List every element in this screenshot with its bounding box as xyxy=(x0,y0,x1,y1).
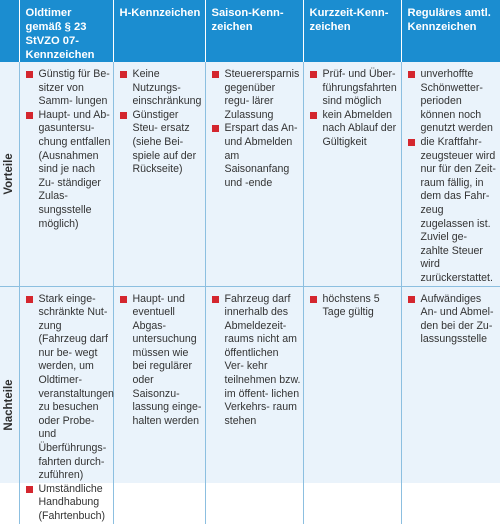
red-square-bullet-icon xyxy=(26,71,33,78)
bullet-list xyxy=(212,68,301,190)
red-square-bullet-icon xyxy=(26,112,33,119)
header-cell: Reguläres amtl. Kennzeichen xyxy=(401,0,500,62)
header-cell: Kurzzeit-Kenn- zeichen xyxy=(303,0,401,62)
header-row xyxy=(0,0,500,62)
list-item xyxy=(26,483,111,524)
list-item-text: Steuerersparnis gegenüber regu- lärer Zulassung xyxy=(224,68,300,121)
row-label: Vorteile xyxy=(3,153,16,195)
list-item xyxy=(212,122,301,190)
bullet-list xyxy=(26,68,111,231)
row-label-cell xyxy=(0,286,19,524)
table-cell xyxy=(19,62,113,286)
table-cell xyxy=(113,62,205,286)
table-cell xyxy=(205,286,303,524)
list-item-text: Haupt- und eventuell Abgas- untersuchung müssen wie bei regulärer oder Saisonzu- lassung einge- halten werden xyxy=(132,292,202,427)
list-item-text: Haupt- und Ab- gasuntersu- chung entfallen (Ausnahmen sind je nach Zu- ständiger Zulas- sungsstelle möglich) xyxy=(38,108,111,230)
red-square-bullet-icon xyxy=(120,71,127,78)
table-row xyxy=(0,62,500,286)
list-item-text: Günstig für Be- sitzer von Samm- lungen xyxy=(38,68,110,108)
red-square-bullet-icon xyxy=(310,71,317,78)
bullet-list xyxy=(212,293,301,429)
list-item xyxy=(408,293,499,347)
red-square-bullet-icon xyxy=(408,71,415,78)
list-item xyxy=(212,68,301,122)
red-square-bullet-icon xyxy=(120,296,127,303)
header-cell: Saison-Kenn- zeichen xyxy=(205,0,303,62)
list-item-text: Erspart das An- und Abmelden am Saisonanfang und -ende xyxy=(224,122,298,189)
list-item-text: Aufwändiges An- und Abmel- den bei der Zu- lassungsstelle xyxy=(420,292,494,346)
red-square-bullet-icon xyxy=(408,139,415,146)
list-item xyxy=(26,109,111,231)
list-item xyxy=(120,293,203,429)
table-cell xyxy=(303,62,401,286)
bullet-list xyxy=(120,293,203,429)
red-square-bullet-icon xyxy=(26,486,33,493)
list-item-text: Günstiger Steu- ersatz (siehe Bei- spiele auf der Rückseite) xyxy=(132,108,197,176)
list-item xyxy=(26,68,111,109)
bullet-list xyxy=(26,292,114,524)
list-item xyxy=(310,68,399,109)
bullet-list xyxy=(310,68,399,150)
list-item xyxy=(120,68,203,109)
row-label: Nachteile xyxy=(3,379,16,431)
red-square-bullet-icon xyxy=(310,296,317,303)
list-item-text: höchstens 5 Tage gültig xyxy=(322,292,380,319)
list-item xyxy=(408,68,499,136)
header-cell: H-Kennzeichen xyxy=(113,0,205,62)
header-cell: Oldtimer gemäß § 23 StVZO 07-Kennzeichen xyxy=(19,0,113,62)
red-square-bullet-icon xyxy=(120,112,127,119)
list-item xyxy=(310,293,399,320)
red-square-bullet-icon xyxy=(212,71,219,78)
list-item xyxy=(212,293,301,429)
list-item xyxy=(310,109,399,150)
row-label-cell xyxy=(0,62,19,286)
red-square-bullet-icon xyxy=(26,296,33,303)
list-item-text: Prüf- und Über- führungsfahrten sind möglich xyxy=(322,68,397,108)
bullet-list xyxy=(408,68,499,286)
list-item-text: Keine Nutzungs- einschränkung xyxy=(132,68,202,108)
red-square-bullet-icon xyxy=(212,125,219,132)
table-row xyxy=(0,286,500,524)
red-square-bullet-icon xyxy=(310,112,317,119)
bullet-list xyxy=(120,68,203,177)
list-item-text: die Kraftfahr- zeugsteuer wird nur für den Zeit- raum fällig, in dem das Fahr- zeug zugelassen ist. Zuviel ge- zahlte Steuer wird zurückerstattet. xyxy=(420,135,496,284)
red-square-bullet-icon xyxy=(212,296,219,303)
list-item-text: Fahrzeug darf innerhalb des Abmeldezeit- raums nicht am öffentlichen Ver- kehr teilnehmen bzw. im öffent- lichen Verkehrs- raum stehen xyxy=(224,292,301,427)
table-cell xyxy=(205,62,303,286)
list-item-text: kein Abmelden nach Ablauf der Gültigkeit xyxy=(322,108,397,148)
list-item-text: unverhoffte Schönwetter- perioden können noch genutzt werden xyxy=(420,68,493,135)
list-item xyxy=(26,292,114,483)
list-item xyxy=(408,136,499,286)
red-square-bullet-icon xyxy=(408,296,415,303)
table-cell xyxy=(19,286,113,524)
bullet-list xyxy=(408,293,499,347)
list-item-text: Stark einge- schränkte Nut- zung (Fahrzeug darf nur be- wegt werden, um Oldtimer- veranstaltungen zu besuchen oder Probe- und Überführungs- fahrten durch- zuführen) xyxy=(38,292,114,482)
table-cell xyxy=(401,62,500,286)
table-cell xyxy=(401,286,500,524)
table-cell xyxy=(303,286,401,524)
list-item xyxy=(120,109,203,177)
list-item-text: Umständliche Handhabung (Fahrtenbuch) xyxy=(38,482,106,522)
header-corner xyxy=(0,0,19,62)
bullet-list xyxy=(310,293,399,320)
table-cell xyxy=(113,286,205,524)
